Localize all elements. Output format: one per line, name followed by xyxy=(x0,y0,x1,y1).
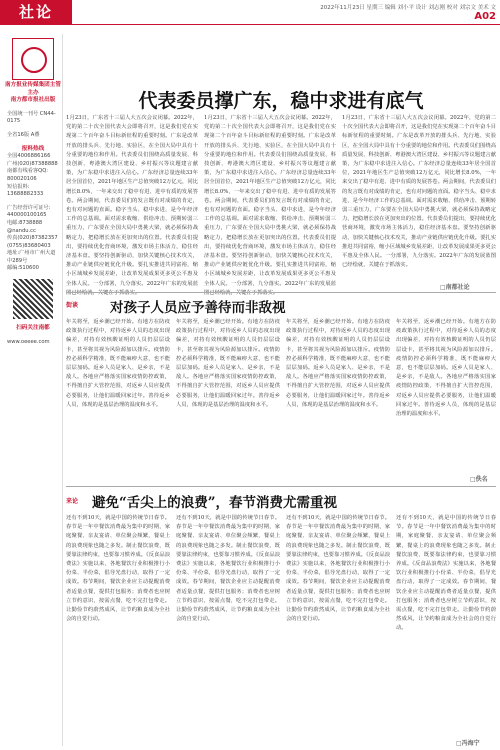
phone: 南都有线看客QQ: xyxy=(7,168,49,175)
publisher-name: 南方都市报社出版 xyxy=(10,97,56,104)
sms-title: 短信报料: xyxy=(7,183,30,190)
article2-byline: □佚名 xyxy=(470,476,488,483)
page-number: A02 xyxy=(474,11,496,22)
article1-col3: 1月23日，广东省十三届人大五次会议闭幕。2022年，党的第二十次全国代表大会即将召开，这是我们党在实现第二个百年奋斗目标新征程的重要时刻。广东是改革开放的排头兵、先行地、实验区，在全国大局中具有十分重要的地位和作用。代表委员们围绕高质量发展、科技创新、粤港澳大湾区建设、乡村振兴等议题建言献策，为广东稳中求进注入信心。广东经济总量连续33年居全国首位，2021年地区生产总值突破12万亿元，同比增长8.0%，一年来交出了稳中有进、进中有质的发展答卷。两会期间，代表委员们的发言既有对成绩的肯定，也有对问题的直面。稳字当头、稳中求进，是今年经济工作的总基调。面对需求收缩、供给冲击、预期转弱三重压力，广东要在全国大局中勇挑大梁，就必须保持战略定力，把稳增长放在更加突出的位置。代表委员们提出，要持续优化营商环境，激发市场主体活力，稳住经济基本盘。要坚持创新驱动，加快关键核心技术攻关，推动产业链供应链优化升级。要扎实推进共同富裕，缩小区域城乡发展差距，让改革发展成果更多更公平惠及全体人民。一分部署，九分落实。2022年广东的发展蓝图已经绘就，关键在于抓落实。 xyxy=(342,115,496,269)
article3-col4: 还有不到10天，就是中国的传统节日春节。春节是一年中餐饮消费最为集中的时期，家庭聚餐、亲友宴请、单位聚会频繁，餐桌上的浪费现象也随之多发。制止餐饮浪费，既要靠法律约束，也要靠习惯养成。《反食品浪费法》实施以来，各地餐饮行业积极推行小份菜、半份菜，倡导光盘行动，取得了一定成效。春节期间，餐饮企业应主动提醒消费者适量点餐，提供打包服务；消费者也应树立节约意识，按需点餐，吃不完打包带走。让勤俭节约蔚然成风，让节约粮食成为全社会的自觉行动。 xyxy=(396,515,496,632)
section-tag: 社论 xyxy=(0,0,72,24)
article2-col4: 年关将至，返乡潮已经开始。有地方在防疫政策执行过程中，对待返乡人员的态度出现偏差，对持有效核酸证明的人员仍层层设卡，甚至将其视为风险源加以排斥。疫情防控必须科学精准，既不能麻痹大意，也不能层层加码。返乡人员是家人、是乡亲，不是敌人。各地应严格落实国家疫情防控政策，不得擅自扩大管控范围，对返乡人员应提供必要服务，让他们温暖回家过年。善待返乡人员，体现的是基层治理的温度和水平。 xyxy=(396,319,496,418)
website[interactable]: www.oeeee.com xyxy=(7,338,50,345)
article1-col1: 1月23日，广东省十三届人大五次会议闭幕。2022年，党的第二十次全国代表大会即将召开，这是我们党在实现第二个百年奋斗目标新征程的重要时刻。广东是改革开放的排头兵、先行地、实验区，在全国大局中具有十分重要的地位和作用。代表委员们围绕高质量发展、科技创新、粤港澳大湾区建设、乡村振兴等议题建言献策，为广东稳中求进注入信心。广东经济总量连续33年居全国首位，2021年地区生产总值突破12万亿元，同比增长8.0%，一年来交出了稳中有进、进中有质的发展答卷。两会期间，代表委员们的发言既有对成绩的肯定，也有对问题的直面。稳字当头、稳中求进，是今年经济工作的总基调。面对需求收缩、供给冲击、预期转弱三重压力，广东要在全国大局中勇挑大梁，就必须保持战略定力，把稳增长放在更加突出的位置。代表委员们提出，要持续优化营商环境，激发市场主体活力，稳住经济基本盘。要坚持创新驱动，加快关键核心技术攻关，推动产业链供应链优化升级。要扎实推进共同富裕，缩小区域城乡发展差距，让改革发展成果更多更公平惠及全体人民。一分部署，九分落实。2022年广东的发展蓝 xyxy=(66,115,198,287)
headline-article3: 避免“舌尖上的浪费”，春节消费尤需重视 xyxy=(92,495,338,511)
issue-label: 全省16版 A叠 xyxy=(7,131,40,138)
article3-col1: 还有不到10天，就是中国的传统节日春节。春节是一年中餐饮消费最为集中的时期，家庭聚餐、亲友宴请、单位聚会频繁，餐桌上的浪费现象也随之多发。制止餐饮浪费，既要靠法律约束，也要靠习惯养成。《反食品浪费法》实施以来，各地餐饮行业积极推行小份菜、半份菜，倡导光盘行动，取得了一定成效。春节期间，餐饮企业应主动提醒消费者适量点餐，提供打包服务；消费者也应树立节约意识，按需点餐，吃不完打包带走。让勤俭节约蔚然成风，让节约粮食成为全社会的自觉行动。 xyxy=(66,515,170,623)
article1-col2: 1月23日，广东省十三届人大五次会议闭幕。2022年，党的第二十次全国代表大会即将召开，这是我们党在实现第二个百年奋斗目标新征程的重要时刻。广东是改革开放的排头兵、先行地、实验区，在全国大局中具有十分重要的地位和作用。代表委员们围绕高质量发展、科技创新、粤港澳大湾区建设、乡村振兴等议题建言献策，为广东稳中求进注入信心。广东经济总量连续33年居全国首位，2021年地区生产总值突破12万亿元，同比增长8.0%，一年来交出了稳中有进、进中有质的发展答卷。两会期间，代表委员们的发言既有对成绩的肯定，也有对问题的直面。稳字当头、稳中求进，是今年经济工作的总基调。面对需求收缩、供给冲击、预期转弱三重压力，广东要在全国大局中勇挑大梁，就必须保持战略定力，把稳增长放在更加突出的位置。代表委员们提出，要持续优化营商环境，激发市场主体活力，稳住经济基本盘。要坚持创新驱动，加快关键核心技术攻关，推动产业链供应链优化升级。要扎实推进共同富裕，缩小区域城乡发展差距，让改革发展成果更多更公平惠及全体人民。一分部署，九分落实。2022年广东的发展蓝 xyxy=(204,115,336,287)
contact-block xyxy=(7,205,59,273)
hotline-block xyxy=(7,146,59,199)
issn: 全国统一刊号 CN44-0175 xyxy=(7,110,56,125)
ad-license-title: 广告经营许可证号: xyxy=(7,204,51,211)
article3-col3: 还有不到10天，就是中国的传统节日春节。春节是一年中餐饮消费最为集中的时期，家庭聚餐、亲友宴请、单位聚会频繁，餐桌上的浪费现象也随之多发。制止餐饮浪费，既要靠法律约束，也要靠习惯养成。《反食品浪费法》实施以来，各地餐饮行业积极推行小份菜、半份菜，倡导光盘行动，取得了一定成效。春节期间，餐饮企业应主动提醒消费者适量点餐，提供打包服务；消费者也应树立节约意识，按需点餐，吃不完打包带走。让勤俭节约蔚然成风，让节约粮食成为全社会的自觉行动。 xyxy=(286,515,390,623)
postcode: 邮编:510600 xyxy=(7,265,39,272)
ad-license-no: 440000100165 xyxy=(7,212,47,219)
qr-code-icon[interactable] xyxy=(13,279,53,319)
phone: 全国4006886166 xyxy=(7,153,51,160)
sms-number: 13688882333 xyxy=(7,191,44,198)
dateline: 2022年11月23日 星期三 编辑 刘小平 设计 刘志刚 校对 刘宗文 美术 文 xyxy=(320,5,496,11)
divider xyxy=(66,486,496,487)
fax: (0755)83680403 xyxy=(7,242,51,249)
phone: 800020106 xyxy=(7,175,37,182)
newspaper-logo-icon xyxy=(12,38,54,80)
email: @nandu.cc xyxy=(7,227,36,234)
tel-title: 电邮:8738888 xyxy=(7,219,43,226)
masthead xyxy=(0,0,500,25)
article2-col2: 年关将至，返乡潮已经开始。有地方在防疫政策执行过程中，对待返乡人员的态度出现偏差，对持有效核酸证明的人员仍层层设卡，甚至将其视为风险源加以排斥。疫情防控必须科学精准，既不能麻痹大意，也不能层层加码。返乡人员是家人、是乡亲，不是敌人。各地应严格落实国家疫情防控政策，不得擅自扩大管控范围，对返乡人员应提供必要服务，让他们温暖回家过年。善待返乡人员，体现的是基层治理的温度和水平。 xyxy=(176,319,280,408)
publisher-line: 南方报业传媒集团主管主办 xyxy=(5,82,61,96)
address: 地址:广州市广州大道中289号 xyxy=(7,250,56,264)
article2-col3: 年关将至，返乡潮已经开始。有地方在防疫政策执行过程中，对待返乡人员的态度出现偏差，对持有效核酸证明的人员仍层层设卡，甚至将其视为风险源加以排斥。疫情防控必须科学精准，既不能麻痹大意，也不能层层加码。返乡人员是家人、是乡亲，不是敌人。各地应严格落实国家疫情防控政策，不得擅自扩大管控范围，对返乡人员应提供必要服务，让他们温暖回家过年。善待返乡人员，体现的是基层治理的温度和水平。 xyxy=(286,319,390,408)
divider xyxy=(66,292,496,293)
headline-article2: 对孩子人员应予善待而非敌视 xyxy=(110,300,286,316)
qr-caption: 扫码关注南都 xyxy=(16,325,50,332)
article3-tag: 来论 xyxy=(66,498,79,505)
hotline-title: 报料热线 xyxy=(21,145,45,152)
sidebar xyxy=(4,34,63,746)
article1-byline: □南都社论 xyxy=(440,284,470,291)
article3-byline: □冯海宁 xyxy=(456,740,480,747)
article3-col2: 还有不到10天，就是中国的传统节日春节。春节是一年中餐饮消费最为集中的时期，家庭聚餐、亲友宴请、单位聚会频繁，餐桌上的浪费现象也随之多发。制止餐饮浪费，既要靠法律约束，也要靠习惯养成。《反食品浪费法》实施以来，各地餐饮行业积极推行小份菜、半份菜，倡导光盘行动，取得了一定成效。春节期间，餐饮企业应主动提醒消费者适量点餐，提供打包服务；消费者也应树立节约意识，按需点餐，吃不完打包带走。让勤俭节约蔚然成风，让节约粮食成为全社会的自觉行动。 xyxy=(176,515,280,623)
article2-col1: 年关将至，返乡潮已经开始。有地方在防疫政策执行过程中，对待返乡人员的态度出现偏差，对持有效核酸证明的人员仍层层设卡，甚至将其视为风险源加以排斥。疫情防控必须科学精准，既不能麻痹大意，也不能层层加码。返乡人员是家人、是乡亲，不是敌人。各地应严格落实国家疫情防控政策，不得擅自扩大管控范围，对返乡人员应提供必要服务，让他们温暖回家过年。善待返乡人员，体现的是基层治理的温度和水平。 xyxy=(66,319,170,408)
article2-tag: 街谈 xyxy=(66,302,79,309)
phone: 广州(020)87388888 xyxy=(7,160,58,167)
headline-article1: 代表委员撑广东，稳中求进有底气 xyxy=(138,90,424,112)
fax: 传真(020)87382357 xyxy=(7,235,58,242)
